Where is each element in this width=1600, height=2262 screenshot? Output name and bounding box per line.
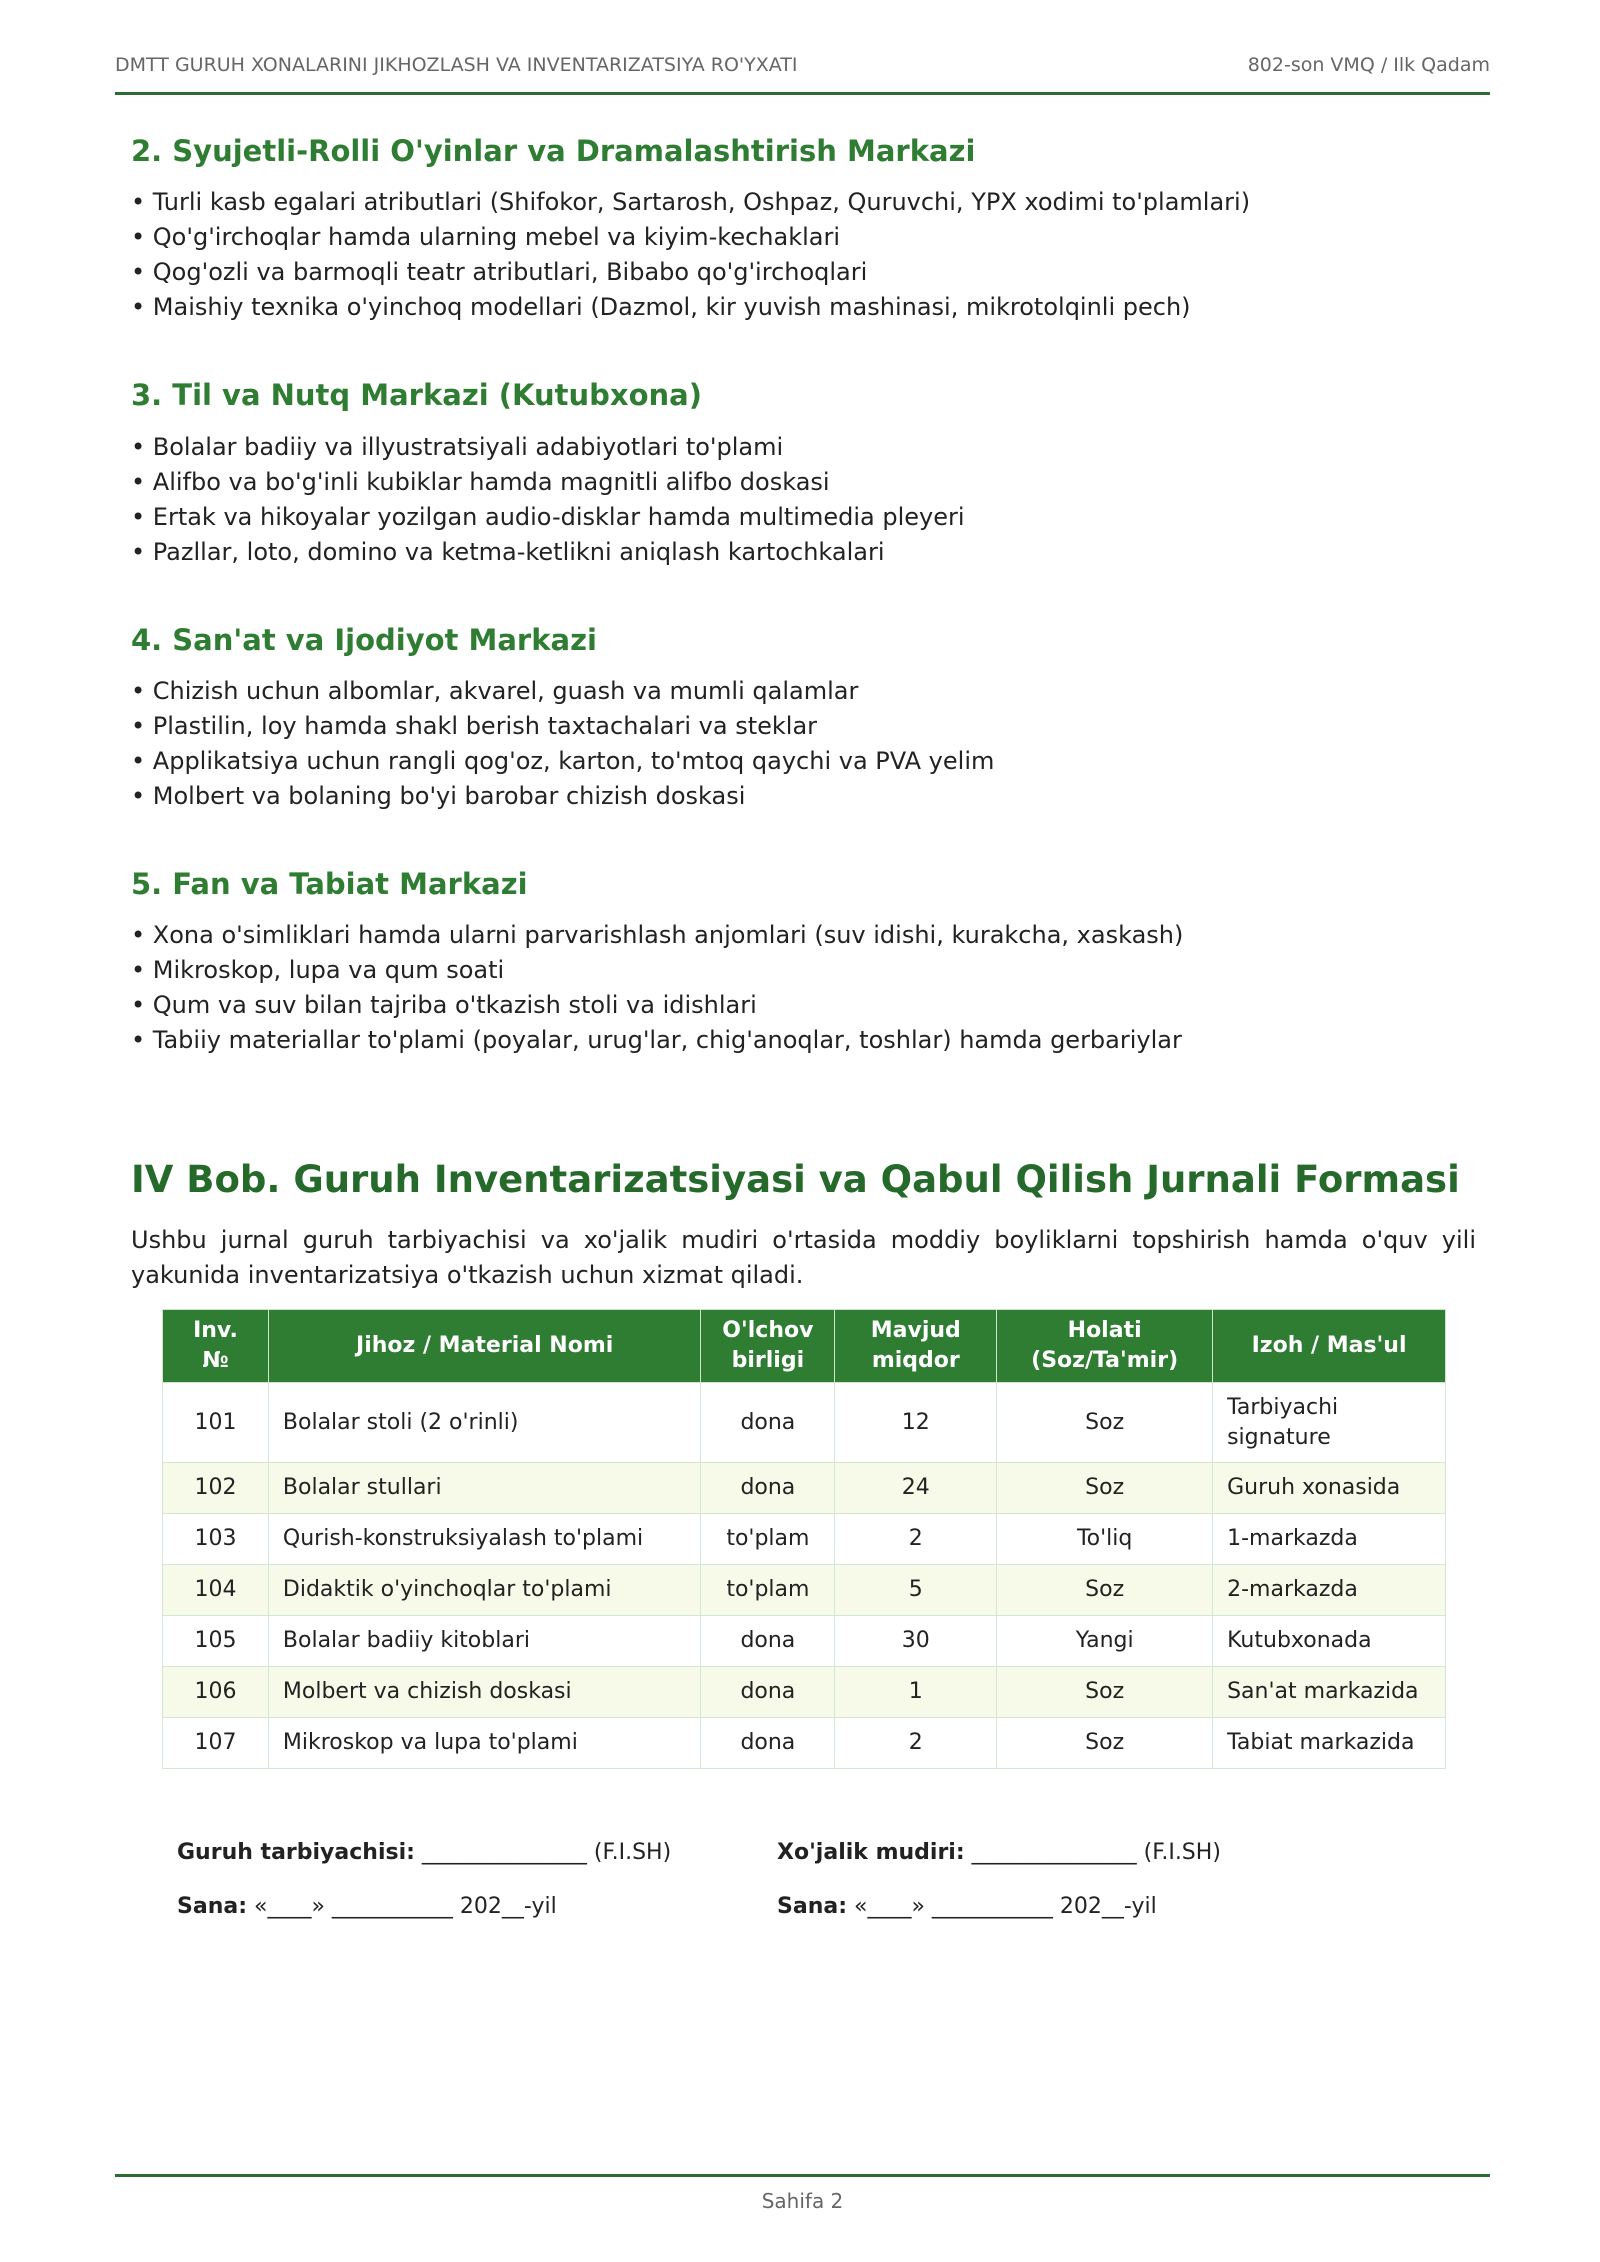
table-header-row xyxy=(163,1310,1446,1383)
list-item: • Pazllar, loto, domino va ketma-ketlikni aniqlash kartochkalari xyxy=(131,537,885,566)
cell-state: Soz xyxy=(997,1667,1213,1718)
signature-row-names xyxy=(177,1838,1377,1868)
cell-state: Soz xyxy=(997,1718,1213,1769)
list-item: • Applikatsiya uchun rangli qog'oz, karton, to'mtoq qaychi va PVA yelim xyxy=(131,746,995,775)
cell-inv: 106 xyxy=(163,1667,269,1718)
cell-note: Kutubxonada xyxy=(1213,1616,1446,1667)
date-line: «____» ___________ 202__-yil xyxy=(254,1894,557,1919)
cell-qty: 24 xyxy=(835,1463,997,1514)
cell-inv: 104 xyxy=(163,1565,269,1616)
chapter-intro: Ushbu jurnal guruh tarbiyachisi va xo'jalik mudiri o'rtasida moddiy boyliklarni topshirish hamda o'quv yili yakunida inventarizatsiya o'tkazish uchun xizmat qiladi. xyxy=(131,1226,1476,1289)
section-title: 5. Fan va Tabiat Markazi xyxy=(131,866,528,901)
cell-name: Didaktik o'yinchoqlar to'plami xyxy=(268,1565,701,1616)
cell-unit: dona xyxy=(701,1463,835,1514)
cell-name: Bolalar badiiy kitoblari xyxy=(268,1616,701,1667)
cell-unit: dona xyxy=(701,1667,835,1718)
cell-name: Bolalar stoli (2 o'rinli) xyxy=(268,1383,701,1463)
cell-note: Tabiat markazida xyxy=(1213,1718,1446,1769)
section-title: 3. Til va Nutq Markazi (Kutubxona) xyxy=(131,378,702,413)
page-footer xyxy=(115,2174,1490,2213)
table-row xyxy=(163,1514,1446,1565)
manager-date xyxy=(777,1892,1377,1922)
list-item: • Mikroskop, lupa va qum soati xyxy=(131,956,505,984)
list-item: • Molbert va bolaning bo'yi barobar chizish doskasi xyxy=(131,781,746,810)
teacher-label: Guruh tarbiyachisi: xyxy=(177,1840,415,1865)
list-item: • Qog'ozli va barmoqli teatr atributlari, Bibabo qo'g'irchoqlari xyxy=(131,258,868,287)
cell-note: Guruh xonasida xyxy=(1213,1463,1446,1514)
list-item: • Maishiy texnika o'yinchoq modellari (Dazmol, kir yuvish mashinasi, mikrotolqinli pech) xyxy=(131,293,1191,322)
teacher-signature xyxy=(177,1838,777,1868)
section-art-center xyxy=(131,622,1476,814)
list-item: • Bolalar badiiy va illyustratsiyali adabiyotlari to'plami xyxy=(131,432,784,461)
bullet-list xyxy=(131,674,1476,814)
bullet-list xyxy=(131,185,1476,325)
signature-block xyxy=(177,1838,1377,1946)
cell-unit: to'plam xyxy=(701,1565,835,1616)
cell-inv: 102 xyxy=(163,1463,269,1514)
list-item: • Turli kasb egalari atributlari (Shifokor, Sartarosh, Oshpaz, Quruvchi, YPX xodimi to'plamlari) xyxy=(131,188,1251,217)
cell-state: To'liq xyxy=(997,1514,1213,1565)
table-row xyxy=(163,1565,1446,1616)
cell-name: Bolalar stullari xyxy=(268,1463,701,1514)
cell-qty: 12 xyxy=(835,1383,997,1463)
cell-note: 2-markazda xyxy=(1213,1565,1446,1616)
header-note: Izoh / Mas'ul xyxy=(1213,1310,1446,1383)
cell-note: Tarbiyachi signature xyxy=(1213,1383,1446,1463)
table-row xyxy=(163,1383,1446,1463)
teacher-line: _______________ (F.I.SH) xyxy=(421,1840,672,1865)
header-reference: 802-son VMQ / Ilk Qadam xyxy=(1247,54,1490,76)
table-row xyxy=(163,1616,1446,1667)
section-title: 4. San'at va Ijodiyot Markazi xyxy=(131,622,597,657)
table-row xyxy=(163,1463,1446,1514)
cell-inv: 105 xyxy=(163,1616,269,1667)
section-science-center xyxy=(131,866,1476,1058)
signature-row-dates xyxy=(177,1892,1377,1922)
bullet-list xyxy=(131,918,1476,1058)
list-item: • Ertak va hikoyalar yozilgan audio-disklar hamda multimedia pleyeri xyxy=(131,502,965,531)
section-language-center xyxy=(131,377,1476,569)
cell-qty: 2 xyxy=(835,1514,997,1565)
cell-state: Yangi xyxy=(997,1616,1213,1667)
list-item: • Qum va suv bilan tajriba o'tkazish stoli va idishlari xyxy=(131,991,757,1019)
header-condition: Holati (Soz/Ta'mir) xyxy=(997,1310,1213,1383)
cell-qty: 1 xyxy=(835,1667,997,1718)
cell-inv: 103 xyxy=(163,1514,269,1565)
cell-note: 1-markazda xyxy=(1213,1514,1446,1565)
header-item-name: Jihoz / Material Nomi xyxy=(268,1310,701,1383)
page-number: Sahifa 2 xyxy=(761,2189,844,2213)
cell-state: Soz xyxy=(997,1463,1213,1514)
cell-unit: dona xyxy=(701,1616,835,1667)
cell-unit: dona xyxy=(701,1718,835,1769)
list-item: • Chizish uchun albomlar, akvarel, guash va mumli qalamlar xyxy=(131,676,859,705)
cell-qty: 5 xyxy=(835,1565,997,1616)
manager-line: _______________ (F.I.SH) xyxy=(971,1840,1221,1865)
header-unit: O'lchov birligi xyxy=(701,1310,835,1383)
manager-signature xyxy=(777,1838,1377,1868)
list-item: • Alifbo va bo'g'inli kubiklar hamda magnitli alifbo doskasi xyxy=(131,467,830,496)
chapter-title: IV Bob. Guruh Inventarizatsiyasi va Qabul Qilish Jurnali Formasi xyxy=(131,1158,1460,1201)
section-title: 2. Syujetli-Rolli O'yinlar va Dramalashtirish Markazi xyxy=(131,134,976,168)
list-item: • Tabiiy materiallar to'plami (poyalar, urug'lar, chig'anoqlar, toshlar) hamda gerbariylar xyxy=(131,1026,1182,1054)
cell-name: Qurish-konstruksiyalash to'plami xyxy=(268,1514,701,1565)
cell-state: Soz xyxy=(997,1565,1213,1616)
cell-state: Soz xyxy=(997,1383,1213,1463)
cell-qty: 2 xyxy=(835,1718,997,1769)
header-document-title: DMTT GURUH XONALARINI JIKHOZLASH VA INVENTARIZATSIYA RO'YXATI xyxy=(115,54,798,76)
list-item: • Xona o'simliklari hamda ularni parvarishlash anjomlari (suv idishi, kurakcha, xaskash) xyxy=(131,921,1184,949)
date-label: Sana: xyxy=(777,1894,847,1919)
page-content xyxy=(131,133,1476,1769)
cell-note: San'at markazida xyxy=(1213,1667,1446,1718)
cell-qty: 30 xyxy=(835,1616,997,1667)
bullet-list xyxy=(131,430,1476,570)
cell-name: Mikroskop va lupa to'plami xyxy=(268,1718,701,1769)
inventory-table xyxy=(162,1309,1446,1769)
cell-inv: 101 xyxy=(163,1383,269,1463)
list-item: • Plastilin, loy hamda shakl berish taxtachalari va steklar xyxy=(131,711,818,740)
date-line: «____» ___________ 202__-yil xyxy=(854,1894,1157,1919)
teacher-date xyxy=(177,1892,777,1922)
date-label: Sana: xyxy=(177,1894,247,1919)
list-item: • Qo'g'irchoqlar hamda ularning mebel va kiyim-kechaklari xyxy=(131,223,841,252)
cell-unit: dona xyxy=(701,1383,835,1463)
table-row xyxy=(163,1667,1446,1718)
header-quantity: Mavjud miqdor xyxy=(835,1310,997,1383)
cell-name: Molbert va chizish doskasi xyxy=(268,1667,701,1718)
header-inv-number: Inv. № xyxy=(163,1310,269,1383)
table-row xyxy=(163,1718,1446,1769)
cell-unit: to'plam xyxy=(701,1514,835,1565)
manager-label: Xo'jalik mudiri: xyxy=(777,1840,965,1865)
cell-inv: 107 xyxy=(163,1718,269,1769)
section-role-play-center xyxy=(131,133,1476,325)
page-header xyxy=(115,54,1490,95)
